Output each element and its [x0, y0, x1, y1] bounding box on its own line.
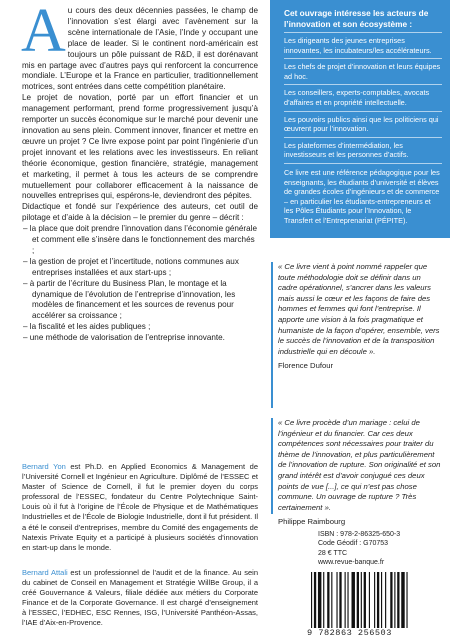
body-paragraph-2: Le projet de novation, porté par un effort financier et un management performant, prend forme progressivement jusqu’à remporter un succès économique sur le marché pour devenir une innovation au sens plein. Comment innover, financer et mettre en œuvre un projet ? Ce livre expose point par point l’ingénierie d’un projet innovant et les relations avec les investisseurs. En reliant théorie économique, gestion financière, stratégie, management et marketing, il permet à tous les acteurs de se comprendre mutuellement pour collaborer efficacement à la naissance de nouvelles entreprises qui, espérons-le, deviendront des pépites. — [22, 93, 258, 201]
quote-author: Philippe Raimbourg — [278, 517, 346, 527]
intro-paragraph — [21, 0, 258, 93]
intro-text: u cours des deux décennies passées, le champ de l’innovation s’est élargi avec l’avènement sur la scène internationale de l’Asie, l’Inde y occupant une place de leader. Si le continent nord-américain est toujours un pôle puissant de R&D, il est dorénavant mis en partage avec d’autres pays qui renforcent la concurrence mondiale. L’Europe et la France en particulier, traditionnellement motrices, sont entrées dans cette compétition planétaire. — [22, 6, 258, 92]
audience-item: Les conseillers, experts-comptables, avocats d’affaires et en propriété intellectuelle. — [284, 84, 442, 110]
barcode-icon — [307, 572, 435, 628]
author-bio-attali — [22, 568, 258, 629]
audience-list — [270, 32, 450, 164]
quote-bar — [271, 262, 273, 408]
audience-box — [270, 0, 450, 238]
isbn-block — [318, 530, 400, 568]
geodif-code: Code Géodif : G70753 — [318, 540, 389, 548]
body-paragraph-3: Didactique et fondé sur l’expérience des auteurs, cet outil de pilotage et d’aide à la décision – le premier du genre – décrit : — [22, 202, 258, 223]
barcode-digits: 9 782863 256503 — [307, 628, 392, 638]
list-item: – la fiscalité et les aides publiques ; — [23, 322, 151, 332]
quote-bar — [271, 418, 273, 514]
quote-dufour — [278, 262, 442, 372]
list-item: – à partir de l’écriture du Business Plan, le montage et la dynamique de l’évolution de l’entreprise d’innovation, les modèles de financement et les sources de revenus pour accélérer sa croissance ; — [23, 278, 236, 321]
isbn-number: ISBN : 978-2-86325-650-3 — [318, 531, 401, 538]
author-name: Bernard Attali — [22, 568, 68, 577]
website: www.revue-banque.fr — [318, 559, 385, 567]
author-bio-text: est un professionnel de l’audit et de la finance. Au sein du cabinet de Conseil en Management et Stratégie WillBe Group, il a créé Gouvernance & Valeurs, filiale dédiée aux métiers du Corporate Finance et de la Corporate Governance. Il est chargé d’enseignement à l’ESSEC, l’EDHEC, ESC Rennes, ISG, l’Université Panthéon-Assas, l’IAE d’Aix-en-Provence. — [22, 568, 258, 628]
audience-note: Ce livre est une référence pédagogique pour les enseignants, les étudiants d’université et élèves de grandes écoles d’ingénieurs et de commerce – en particulier les étudiants-entrepreneurs et les Pôles Étudiants pour l’Innovation, le Transfert et l’Entreprenariat (PÉPITE). — [284, 167, 440, 225]
content-list — [22, 224, 258, 344]
list-item: – une méthode de valorisation de l’entreprise innovante. — [23, 333, 225, 343]
audience-item: Les pouvoirs publics ainsi que les politiciens qui œuvrent pour l’innovation. — [284, 111, 442, 137]
audience-title: Cet ouvrage intéresse les acteurs de l’innovation et son écosystème : — [284, 8, 429, 29]
audience-item: Les dirigeants des jeunes entreprises innovantes, les incubateurs/les accélérateurs. — [284, 32, 442, 58]
audience-item: Les plateformes d’intermédiation, les investisseurs et les personnes d’actifs. — [284, 137, 442, 164]
quote-author: Florence Dufour — [278, 361, 334, 371]
author-name: Bernard Yon — [22, 462, 66, 471]
quote-text: « Ce livre vient à point nommé rappeler que toute méthodologie doit se définir dans un cadre opérationnel, s’ancrer dans les valeurs mais aussi le cœur et les façons de faire des hommes et femmes qui font l’entreprise. Il apporte une vision à la fois pragmatique et humaniste de la façon d’opérer, ensemble, vers le succès de l’innovation et de la transposition industrielle qui en découle ». — [278, 262, 440, 356]
list-item: – la gestion de projet et l’incertitude, notions communes aux entreprises installées et aux start-ups ; — [23, 256, 239, 277]
price: 28 € TTC — [318, 549, 348, 557]
quote-text: « Ce livre procède d’un mariage : celui de l’ingénieur et du financier. Car ces deux compétences sont nécessaires pour traiter du thème de l’innovation, et plus particulièrement de l’innovation de rupture. Son originalité et son grand intérêt est d’avoir conjugué ces deux points de vue [...], ce qui n’est pas chose commune. Un ouvrage de rupture ? Très certainement ». — [278, 418, 441, 512]
quote-raimbourg — [278, 418, 442, 528]
author-bio-text: est Ph.D. en Applied Economics & Management de l’Université Cornell et Ingénieur en Agriculture. Diplômé de l’ESSEC et Master of Science de Cornell, il fut le premier doyen du corps professoral de l’ESSEC, fondateur du Centre Polytechnique Saint-Louis où il fut à l’origine de l’École de Physique et de Mathématiques Industrielles et de l’École de Biologie Industrielle, dont il fut président. Il a été le conseil d’entreprises, membre du Comité des engagements de Natexis Private Equity et a participé à plusieurs sociétés d’innovation en start-up dans le monde. — [22, 462, 258, 552]
drop-cap: A — [21, 0, 66, 65]
main-text-column — [21, 0, 258, 344]
audience-item: Les chefs de projet d’innovation et leurs équipes ad hoc. — [284, 58, 442, 84]
list-item: – la place que doit prendre l’innovation dans l’économie générale et comment elle s’insère dans le fonctionnement des marchés ; — [23, 224, 257, 255]
author-bio-yon — [22, 462, 258, 553]
